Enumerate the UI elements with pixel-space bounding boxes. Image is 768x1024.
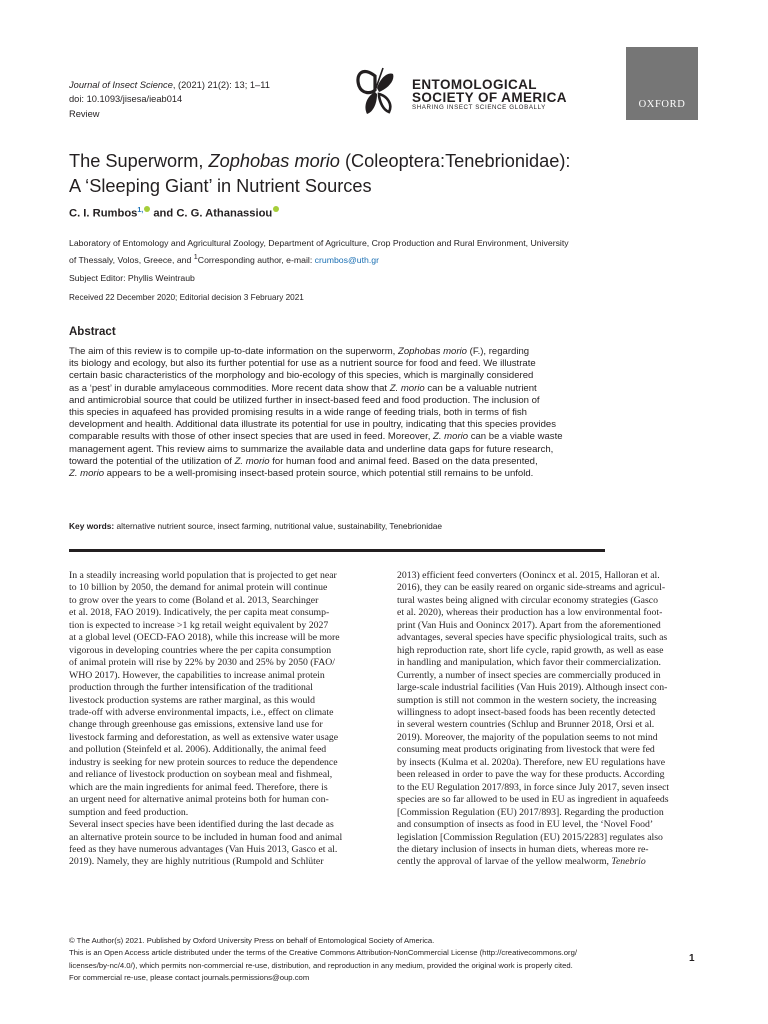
body-line: large-scale industrial facilities (Van Huis 2019). Although insect con-: [397, 682, 668, 694]
body-line: an alternative protein source to be included in human food and animal: [69, 831, 343, 843]
body-column-left: [69, 570, 376, 869]
abstract-line: this species in aquafeed has provided promising results in a wide range of feeding trials, both in terms of fish: [69, 407, 527, 419]
butterfly-logo-icon: [353, 66, 401, 118]
copyright-footer: [69, 935, 669, 985]
page-number: 1: [689, 953, 695, 964]
society-tagline: SHARING INSECT SCIENCE GLOBALLY: [412, 104, 546, 111]
body-line: WHO 2017). However, the capabilities to increase animal protein: [69, 669, 325, 681]
body-line: and reliance of livestock production on soybean meal and fishmeal,: [69, 769, 333, 781]
footer-contact-line: For commercial re-use, please contact journals.permissions@oup.com: [69, 973, 310, 983]
journal-issue: , (2021) 21(2): 13; 1–11: [172, 80, 270, 90]
body-line: the dietary inclusion of insects in human diets, whereas more re-: [397, 843, 649, 855]
abstract-line: comparable results with those of other insect species that are used in feed. Moreover, Z. morio can be a viable waste: [69, 431, 563, 443]
abstract-line: as a ‘pest’ in durable amylaceous commodities. More recent data show that Z. morio can be a valuable nutrient: [69, 382, 537, 394]
body-line: species are so far allowed to be used in EU as ingredient in aquafeeds: [397, 794, 669, 806]
abstract-body: [69, 346, 705, 480]
body-line: trade-off with adverse environmental impacts, i.e., effect on climate: [69, 706, 334, 718]
body-line: and consumption of insects as food in EU level, the ‘Novel Food’: [397, 819, 654, 831]
body-line: In a steadily increasing world population that is projected to get near: [69, 570, 337, 581]
corresponding-text: Corresponding author, e-mail:: [197, 254, 315, 265]
article-title: [69, 149, 699, 199]
body-line: consuming meat products originating from livestock that were fed: [397, 744, 655, 756]
abstract-line: development and health. Additional data illustrate its potential for use in poultry, indicating that this species provides: [69, 419, 557, 431]
body-line: at a global level (OECD-FAO 2018), while this increase will be more: [69, 632, 340, 644]
body-line: cently the approval of larvae of the yellow mealworm, Tenebrio: [397, 856, 646, 868]
abstract-line: and antimicrobial source that could be utilized further in insect-based feed and food production. The inclusion of: [69, 394, 540, 406]
body-line: vigorous in developing countries where the per capita consumption: [69, 644, 332, 656]
body-column-right: [397, 570, 699, 869]
body-line: to 10 billion by 2050, the demand for animal protein will continue: [69, 582, 328, 594]
body-line: 2019). Moreover, the majority of the population seems to not mind: [397, 731, 658, 743]
author-1-mark: 1,: [137, 207, 144, 214]
body-line: sumption is still not common in the western society, the increasing: [397, 694, 657, 706]
body-line: been released in order to pave the way for these products. According: [397, 769, 665, 781]
body-line: Currently, a number of insect species are commercially produced in: [397, 669, 661, 681]
abstract-line: toward the potential of the utilization of Z. morio for human food and animal feed. Based on the data presented,: [69, 455, 538, 467]
body-line: [Commission Regulation (EU) 2017/893]. Regarding the production: [397, 806, 664, 818]
abstract-heading: Abstract: [69, 326, 116, 338]
body-line: change through greenhouse gas emissions, extensive land use for: [69, 719, 323, 731]
abstract-line: The aim of this review is to compile up-to-date information on the superworm, Zophobas morio (F.), regarding: [69, 346, 530, 357]
body-line: sumption and feed production.: [69, 806, 189, 818]
body-line: 2019). Namely, they are highly nutritious (Rumpold and Schlüter: [69, 856, 324, 868]
footer-line: © The Author(s) 2021. Published by Oxford University Press on behalf of Entomological Society of America.: [69, 936, 435, 945]
abstract-line: Z. morio appears to be a well-promising insect-based protein source, which potential still remains to be unfold.: [69, 468, 534, 480]
abstract-line: its biology and ecology, but also its further potential for use as a nutrient source for food and feed. We illustrate: [69, 358, 536, 370]
keywords: [69, 521, 442, 531]
article-type: Review: [69, 109, 100, 119]
affiliation-line2: [69, 250, 709, 267]
doi[interactable]: doi: 10.1093/jisesa/ieab014: [69, 94, 183, 104]
body-line: feed as they have numerous advantages (Van Huis 2013, Gasco et al.: [69, 843, 338, 855]
affiliation-line1: Laboratory of Entomology and Agricultural Zoology, Department of Agriculture, Crop Production and Rural Environment, University: [69, 238, 569, 248]
body-line: legislation [Commission Regulation (EU) 2015/2283] regulates also: [397, 831, 663, 843]
body-line: livestock farming and deforestation, as well as extensive water usage: [69, 731, 339, 743]
body-line: et al. 2018, FAO 2019). Indicatively, the per capita meat consump-: [69, 607, 330, 619]
body-line: advantages, several species have specific physiological traits, such as: [397, 632, 668, 644]
author-joiner: and: [150, 207, 177, 220]
title-part2: (Coleoptera:Tenebrionidae):: [339, 151, 571, 171]
author-1[interactable]: C. I. Rumbos: [69, 207, 138, 220]
society-name-line1: ENTOMOLOGICAL: [412, 77, 537, 92]
author-2[interactable]: C. G. Athanassiou: [176, 207, 273, 220]
body-line: willingness to adopt insect-based foods has been recently detected: [397, 706, 656, 718]
author-list: [69, 206, 279, 220]
body-line: which are the main ingredients for animal feed. Therefore, there is: [69, 781, 328, 793]
body-line: production through the further intensification of the traditional: [69, 682, 313, 694]
body-line: tural wastes being aligned with circular economy strategies (Gasco: [397, 594, 658, 606]
body-line: an urgent need for alternative animal proteins both for human con-: [69, 794, 329, 806]
footer-license-line[interactable]: This is an Open Access article distributed under the terms of the Creative Commons Attribution-NonCommercial License (http://creativecommons.org/: [69, 948, 578, 958]
keywords-text: alternative nutrient source, insect farming, nutritional value, sustainability, Tenebrionidae: [116, 521, 443, 531]
title-line2: A ‘Sleeping Giant’ in Nutrient Sources: [69, 176, 372, 196]
body-line: livestock production systems are rather marginal, as this would: [69, 694, 315, 706]
body-line: of animal protein will rise by 22% by 2030 and 25% by 2050 (FAO/: [69, 657, 336, 669]
abstract-line: management agent. This review aims to summarize the available data and underline data gaps for future research,: [69, 443, 554, 455]
received-dates: Received 22 December 2020; Editorial decision 3 February 2021: [69, 293, 304, 302]
author-email-link[interactable]: crumbos@uth.gr: [314, 254, 380, 265]
journal-name: Journal of Insect Science: [69, 80, 173, 90]
title-part1: The Superworm,: [69, 151, 209, 171]
orcid-icon[interactable]: [273, 206, 279, 212]
society-name: [412, 78, 567, 104]
publisher-name: OXFORD: [638, 99, 686, 110]
affiliation: [69, 236, 709, 267]
corresponding-mark: 1: [193, 252, 198, 261]
title-species: Zophobas morio: [208, 151, 340, 171]
footer-license-line[interactable]: licenses/by-nc/4.0/), which permits non-commercial re-use, distribution, and reproduction in any medium, provided the original work is properly cited.: [69, 960, 573, 970]
oxford-logo: [626, 47, 698, 120]
affiliation-text: of Thessaly, Volos, Greece, and: [69, 254, 194, 265]
body-line: in several western countries (Schlup and Brunner 2018, Orsi et al.: [397, 719, 655, 731]
body-line: industry is seeking for new protein sources to reduce the dependence: [69, 756, 338, 768]
keywords-label: Key words:: [69, 521, 115, 531]
society-name-line2: SOCIETY OF AMERICA: [412, 90, 567, 105]
body-line: to grow over the years to come (Boland et al. 2013, Searchinger: [69, 594, 319, 606]
body-line: 2013) efficient feed converters (Oonincx et al. 2015, Halloran et al.: [397, 570, 660, 581]
body-line: tion is expected to increase >1 kg retail weight equivalent by 2027: [69, 619, 329, 631]
body-line: Several insect species have been identified during the last decade as: [69, 819, 334, 831]
body-line: print (Van Huis and Oonincx 2017). Apart from the aforementioned: [397, 619, 661, 631]
body-line: and pollution (Steinfeld et al. 2006). Additionally, the animal feed: [69, 744, 327, 756]
section-divider: [69, 549, 605, 552]
body-line: 2016), they can be easily reared on organic side-streams and agricul-: [397, 582, 666, 594]
subject-editor: Subject Editor: Phyllis Weintraub: [69, 273, 195, 283]
body-line: to the EU Regulation 2017/893, in force since July 2017, seven insect: [397, 781, 670, 793]
abstract-line: certain basic characteristics of the morphology and bio-ecology of this species, which is marginally considered: [69, 370, 534, 382]
body-line: high reproduction rate, short life cycle, rapid growth, as well as ease: [397, 644, 664, 656]
body-line: et al. 2020), whereas their production has a low environmental foot-: [397, 607, 663, 619]
journal-citation: [69, 78, 270, 92]
body-line: in handling and manipulation, which favor their commercialization.: [397, 657, 661, 669]
body-line: by insects (Kulma et al. 2020a). Therefore, new EU regulations have: [397, 756, 666, 768]
